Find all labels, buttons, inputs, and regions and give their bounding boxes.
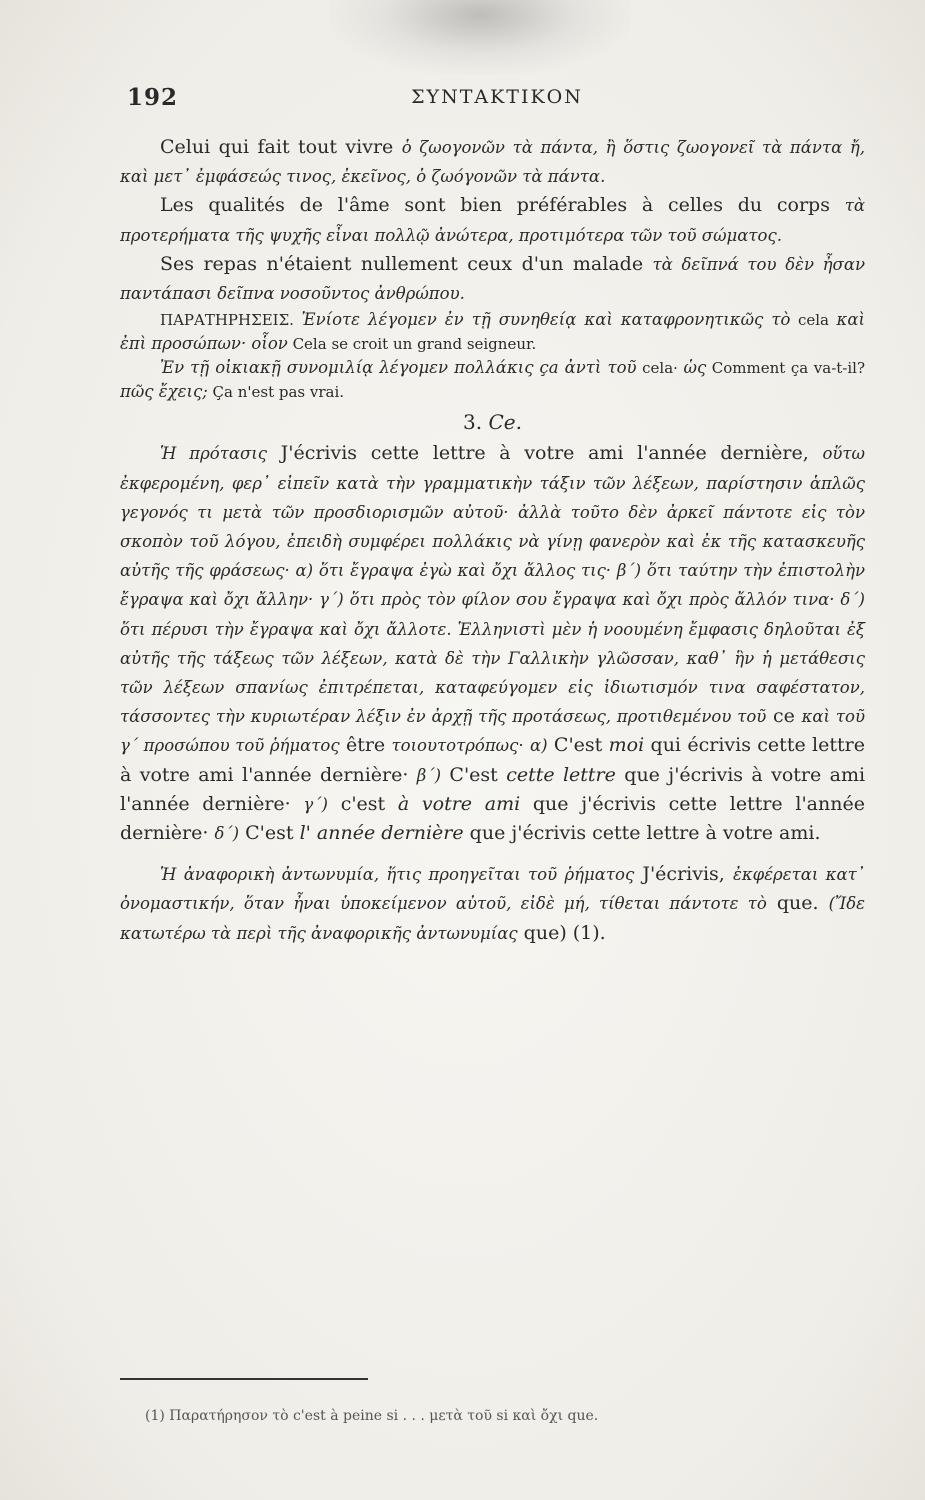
french-text: c'est à peine si (292, 1408, 399, 1424)
greek-text: ἐκφέρεται κατ᾽ ὀνομαστικήν, ὅταν ἦναι ὑποκείμενον αὐτοῦ, εἰδὲ μή, τίθεται πάντοτε τὸ (120, 865, 866, 914)
greek-text: Ἐν τῇ οἰκιακῇ συνομιλίᾳ λέγομεν πολλάκις ça ἀντὶ τοῦ (160, 358, 637, 378)
footnote-marker: (1) (145, 1408, 165, 1424)
example-marker: α) (529, 736, 548, 756)
french-text: C'est (449, 763, 498, 786)
french-text: C'est (245, 822, 294, 845)
french-text: que. (776, 892, 819, 915)
greek-text: Ἡ ἀναφορικὴ ἀντωνυμία, ἥτις προηγεῖται τοῦ ῥήματος (160, 865, 635, 885)
emphasized-text: cette lettre (506, 763, 616, 786)
french-text: être (345, 734, 386, 757)
greek-translation: τὰ προτερήματα τῆς ψυχῆς εἶναι πολλῷ ἀνώτερα, προτιμότερα τῶν τοῦ σώματος. (120, 196, 866, 245)
section-paragraph (120, 860, 865, 948)
french-text: Ça n'est pas vrai. (212, 383, 345, 402)
french-text: c'est (340, 792, 386, 815)
french-phrase: Celui qui fait tout vivre (160, 136, 394, 158)
greek-translation: ὁ ζωογονῶν τὰ πάντα, ἢ ὅστις ζωογονεῖ τὰ πάντα ἤ, καὶ μετ᾽ ἐμφάσεώς τινος, ἐκεῖνος, ὁ ζωόγονῶν τὰ πάντα. (120, 138, 865, 187)
french-text: que j'écrivis à votre ami l'année dernière· (120, 763, 866, 815)
french-text: que j'écrivis cette lettre à votre ami. (469, 822, 821, 845)
greek-text: Ἐνίοτε λέγομεν ἐν τῇ συνηθείᾳ καὶ καταφρονητικῶς τὸ (301, 310, 791, 330)
paragraph (120, 133, 865, 191)
french-text: cela· (642, 359, 678, 378)
greek-text: Παρατήρησον τὸ (169, 1408, 289, 1424)
greek-text: (Ἴδε κατωτέρω τὰ περὶ τῆς ἀναφορικῆς ἀντωνυμίας (120, 894, 866, 943)
footnote (145, 1408, 865, 1424)
section-number: 3. (463, 410, 483, 435)
french-text: J'écrivis cette lettre à votre ami l'année dernière, (280, 442, 809, 465)
greek-text: οὕτω ἐκφερομένη, φερ᾽ εἰπεῖν κατὰ τὴν γραμματικὴν τάξιν τῶν λέξεων, παρίστησιν ἁπλῶς γεγονός τι μετὰ τῶν προσδιορισμῶν αὐτοῦ· ἀλλὰ τοῦτο δὲν ἀρκεῖ πάντοτε εἰς τὸν σκοπὸν τοῦ λόγου, ἐπειδὴ συμφέρει πολλάκις νὰ γίνῃ φανερὸν καὶ ἐκ τῆς κατασκευῆς αὐτῆς τῆς φράσεως· α) ὅτι ἔγραψα ἐγὼ καὶ ὄχι ἄλλος τις· β΄) ὅτι ταύτην τὴν ἐπιστολὴν ἔγραψα καὶ ὄχι ἄλλην· γ΄) ὅτι πρὸς τὸν φίλον σου ἔγραψα καὶ ὄχι πρὸς ἄλλόν τινα· δ΄) ὅτι πέρυσι τὴν ἔγραψα καὶ ὄχι ἄλλοτε. Ἑλληνιστὶ μὲν ἡ νοουμένη ἔμφασις δηλοῦται ἐξ αὐτῆς τῆς τάξεως τῶν λέξεων, κατὰ δὲ τὴν Γαλλικὴν γλῶσσαν, καθ᾽ ἣν ἡ μετάθεσις τῶν λέξεων σπανίως ἐπιτρέπεται, καταφεύγομεν εἰς ἰδιωτισμόν τινα σαφέστατον, τάσσοντες τὴν κυριωτέραν λέξιν ἐν ἀρχῇ τῆς προτάσεως, προτιθεμένου τοῦ (120, 444, 865, 727)
section-heading (120, 408, 865, 437)
french-text: ce (773, 705, 795, 728)
example-item (214, 822, 820, 844)
french-text: Cela se croit un grand seigneur. (292, 335, 537, 354)
example-marker: β΄) (416, 765, 442, 785)
greek-text: Ἡ πρότασις (160, 444, 267, 464)
emphasized-text: l' année dernière (299, 822, 464, 845)
french-phrase: Les qualités de l'âme sont bien préférables à celles du corps (160, 194, 830, 217)
greek-translation: τὰ δεῖπνά του δὲν ἦσαν παντάπασι δεῖπνα νοσοῦντος ἀνθρώπου. (120, 254, 865, 304)
paragraph-gap (120, 848, 865, 860)
section-paragraph (120, 439, 865, 848)
french-text: que. (567, 1408, 599, 1424)
greek-text: . . . μετὰ τοῦ si καὶ ὄχι (402, 1408, 564, 1424)
page-number: 192 (127, 84, 179, 111)
example-marker: δ΄) (214, 824, 240, 844)
greek-text: πῶς ἔχεις; (120, 382, 208, 402)
section-title: Ce. (488, 410, 522, 435)
french-text: J'écrivis, (642, 863, 725, 886)
french-phrase: Ses repas n'étaient nullement ceux d'un malade (160, 252, 644, 275)
running-title: ΣΥΝΤΑΚΤΙΚΟΝ (411, 86, 583, 108)
french-text: cela (797, 311, 829, 330)
paragraph (120, 250, 865, 308)
greek-text: καὶ τοῦ γ΄ προσώπου τοῦ ῥήματος (120, 707, 865, 756)
remarks-paragraph (120, 308, 865, 356)
greek-text: καὶ ἐπὶ προσώπων· οἷον (120, 310, 865, 354)
remarks-paragraph (120, 356, 865, 404)
emphasized-text: à votre ami (397, 792, 521, 815)
emphasized-text: moi (608, 734, 645, 757)
french-text: que) (1). (523, 921, 606, 944)
french-text: qui écrivis cette lettre à votre ami l'année dernière· (120, 734, 865, 786)
french-text: que j'écrivis cette lettre l'année dernière· (120, 792, 865, 845)
greek-text: ὡς (683, 358, 707, 378)
running-head (127, 84, 867, 118)
french-text: C'est (553, 734, 603, 757)
footnote-rule (120, 1378, 368, 1380)
paragraph (120, 191, 865, 249)
remarks-label: ΠΑΡΑΤΗΡΗΣΕΙΣ. (160, 311, 294, 330)
french-text: Comment ça va-t-il? (711, 359, 865, 378)
scan-smudge (330, 0, 630, 75)
body-text (120, 133, 865, 948)
greek-text: τοιουτοτρόπως· (391, 736, 524, 756)
example-marker: γ΄) (303, 794, 328, 814)
